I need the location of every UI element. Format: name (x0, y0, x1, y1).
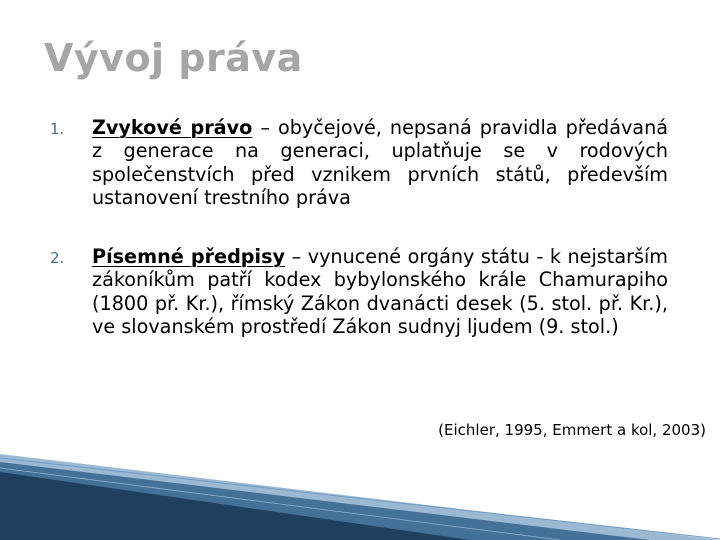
list-item-term: Zvykové právo (92, 116, 253, 139)
decorative-wave-graphic (0, 440, 720, 540)
slide-title: Vývoj práva (44, 36, 303, 80)
list-item-number: 2. (50, 249, 65, 267)
citation: (Eichler, 1995, Emmert a kol, 2003) (438, 421, 706, 439)
list-item-description: – vynucené orgány státu - k nejstarším zákoníkům patří kodex bybylonského krále Chamurapiho (1800 př. Kr.), římský Zákon dvanácti desek (5. stol. př. Kr.), ve slovanském prostředí Zákon sudnyj ljudem (9. stol.) (92, 245, 668, 338)
list-item-number: 1. (50, 120, 65, 138)
list-item-text (92, 116, 668, 209)
list-item-description: – obyčejové, nepsaná pravidla předávaná z generace na generaci, uplatňuje se v rodových společenstvích před vznikem prvních států, především ustanovení trestního práva (92, 116, 668, 209)
list-item-term: Písemné předpisy (92, 245, 286, 268)
list-item-text (92, 245, 668, 338)
